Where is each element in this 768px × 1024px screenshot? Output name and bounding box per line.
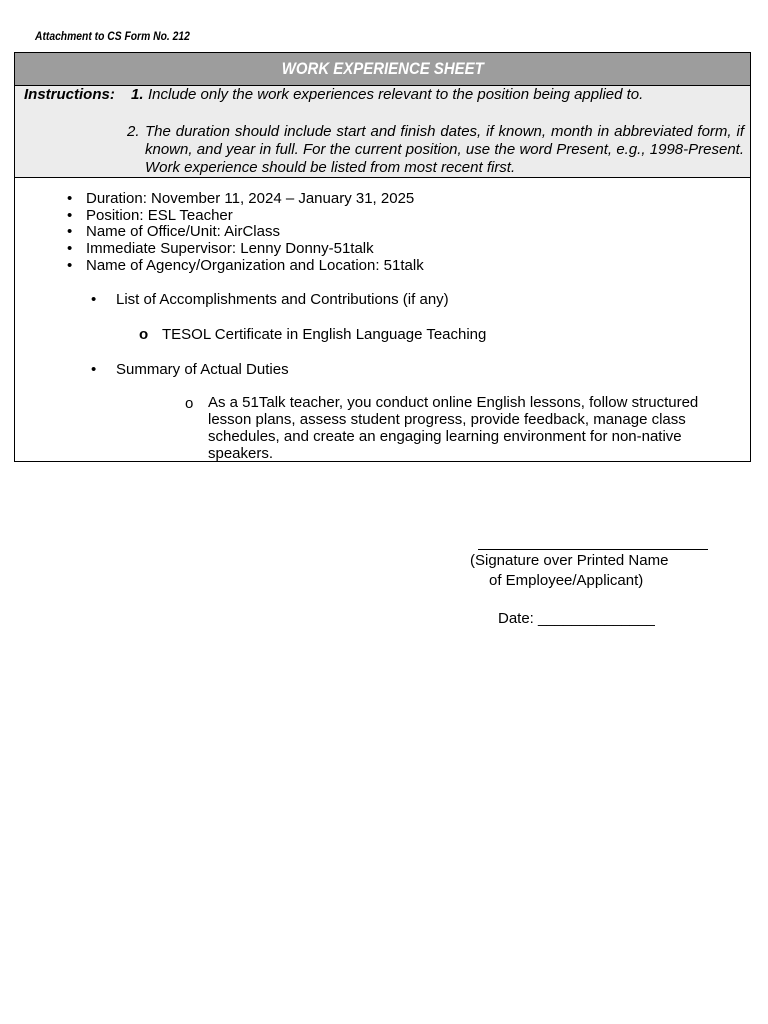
instruction-2-text: The duration should include start and finish dates, if known, month in abbreviated form, if known, and year in full. For the current position, use the word Present, e.g., 1998-Present. Work experience should be listed from most recent first. — [145, 123, 744, 176]
form-attachment-label: Attachment to CS Form No. 212 — [35, 29, 190, 43]
sub-bullet-icon: o — [139, 326, 149, 343]
bullet-icon: • — [67, 207, 73, 224]
sheet-title-bar — [15, 53, 750, 86]
sub-bullet-icon: o — [185, 395, 194, 412]
signature-caption-line2: of Employee/Applicant) — [489, 572, 644, 589]
signature-line — [478, 549, 708, 550]
date-field: Date: ______________ — [498, 610, 655, 627]
instructions-box — [15, 86, 750, 178]
work-experience-sheet — [14, 52, 751, 462]
position-field: Position: ESL Teacher — [86, 207, 233, 224]
bullet-icon: • — [67, 190, 73, 207]
instructions-label: Instructions: — [24, 86, 115, 103]
bullet-icon: • — [91, 361, 97, 378]
instruction-2-number: 2. — [127, 123, 140, 140]
duty-item: As a 51Talk teacher, you conduct online English lessons, follow structured lesson plans, assess student progress, provide feedback, manage class schedules, and create an engaging learning environment for non-native speakers. — [208, 394, 699, 462]
bullet-icon: • — [67, 240, 73, 257]
duties-heading: Summary of Actual Duties — [116, 361, 289, 378]
bullet-icon: • — [67, 223, 73, 240]
instruction-1-text: Include only the work experiences relevant to the position being applied to. — [148, 86, 644, 103]
supervisor-field: Immediate Supervisor: Lenny Donny-51talk — [86, 240, 374, 257]
office-unit-field: Name of Office/Unit: AirClass — [86, 223, 280, 240]
accomplishment-item: TESOL Certificate in English Language Teaching — [162, 326, 487, 343]
accomplishments-heading: List of Accomplishments and Contributions (if any) — [116, 291, 449, 308]
duration-field: Duration: November 11, 2024 – January 31, 2025 — [86, 190, 415, 207]
bullet-icon: • — [67, 257, 73, 274]
signature-caption-line1: (Signature over Printed Name — [470, 552, 669, 569]
agency-location-field: Name of Agency/Organization and Location: 51talk — [86, 257, 424, 274]
sheet-title: WORK EXPERIENCE SHEET — [281, 59, 484, 78]
bullet-icon: • — [91, 291, 97, 308]
instruction-1-number: 1. — [131, 86, 144, 103]
